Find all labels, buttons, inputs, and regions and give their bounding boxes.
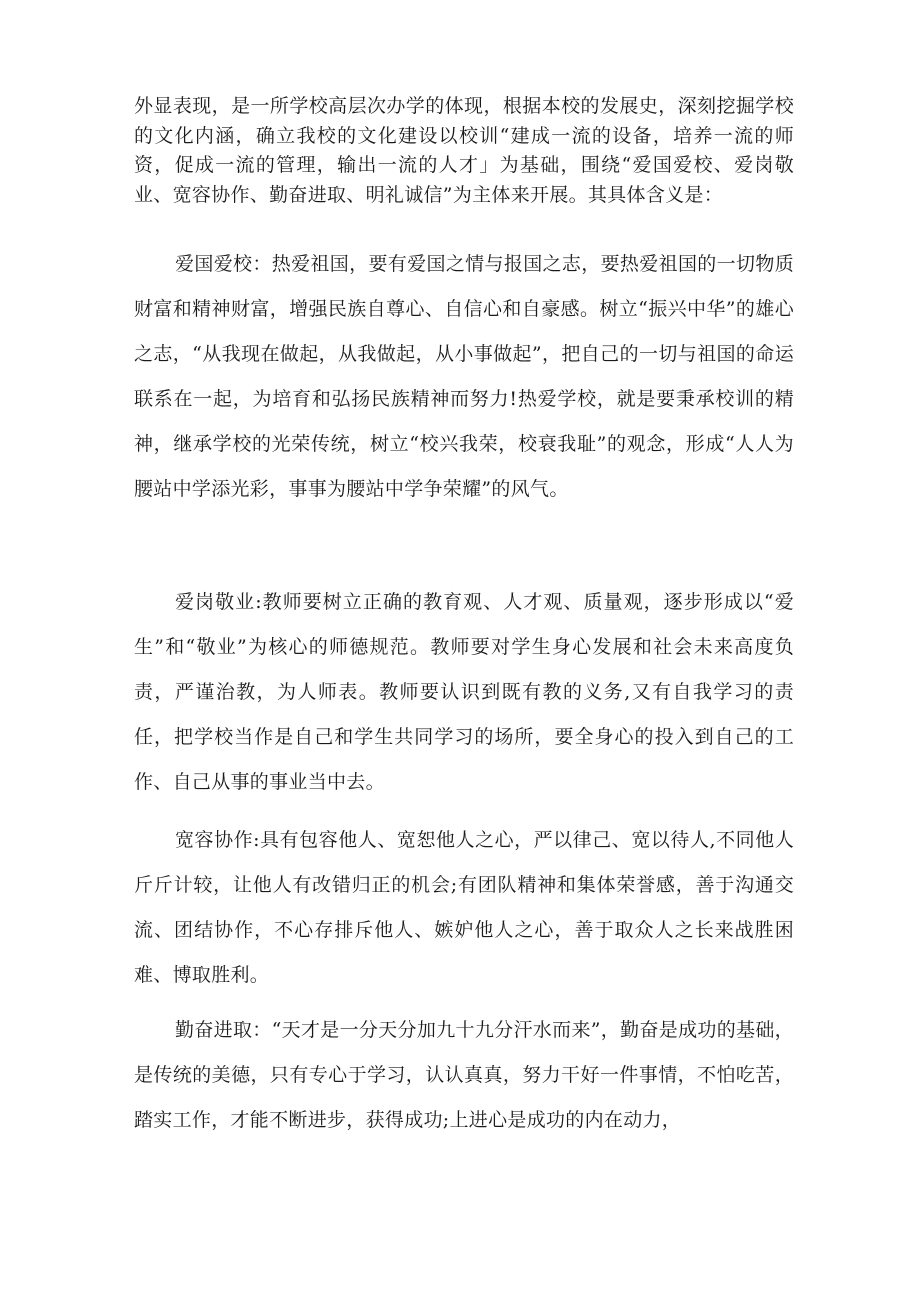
paragraph-diligence: 勤奋进取：“天才是一分天分加九十九分汗水而来”，勤奋是成功的基础，是传统的美德，只有专心于学习，认认真真，努力干好一件事情，不怕吃苦，踏实工作，才能不断进步，获得成功;上进心是成功的内在动力，: [134, 1019, 794, 1131]
paragraph-dedication: 爱岗敬业:教师要树立正确的教育观、人才观、质量观，逐步形成以“爱生”和“敬业”为核心的师德规范。教师要对学生身心发展和社会未来高度负责，严谨治教，为人师表。教师要认识到既有教的义务,又有自我学习的责任，把学校当作是自己和学生共同学习的场所，要全身心的投入到自己的工作、自己从事的事业当中去。: [134, 591, 794, 793]
intro-paragraph: 外显表现，是一所学校高层次办学的体现，根据本校的发展史，深刻挖掘学校的文化内涵，确立我校的文化建设以校训“建成一流的设备，培养一流的师资，促成一流的管理，输出一流的人才」为基础，围绕“爱国爱校、爱岗敬业、宽容协作、勤奋进取、明礼诚信”为主体来开展。其具体含义是：: [134, 95, 794, 206]
paragraph-tolerance: 宽容协作:具有包容他人、宽恕他人之心，严以律己、宽以待人,不同他人斤斤计较，让他人有改错归正的机会;有团队精神和集体荣誉感，善于沟通交流、团结协作，不心存排斥他人、嫉妒他人之心，善于取众人之长来战胜困难、博取胜利。: [134, 829, 794, 986]
paragraph-patriotism: 爱国爱校：热爱祖国，要有爱国之情与报国之志，要热爱祖国的一切物质财富和精神财富，增强民族自尊心、自信心和自豪感。树立“振兴中华”的雄心之志，“从我现在做起，从我做起，从小事做起”，把自己的一切与祖国的命运联系在一起，为培育和弘扬民族精神而努力!热爱学校，就是要秉承校训的精神，继承学校的光荣传统，树立“校兴我荣，校衰我耻”的观念，形成“人人为腰站中学添光彩，事事为腰站中学争荣耀”的风气。: [134, 253, 794, 500]
